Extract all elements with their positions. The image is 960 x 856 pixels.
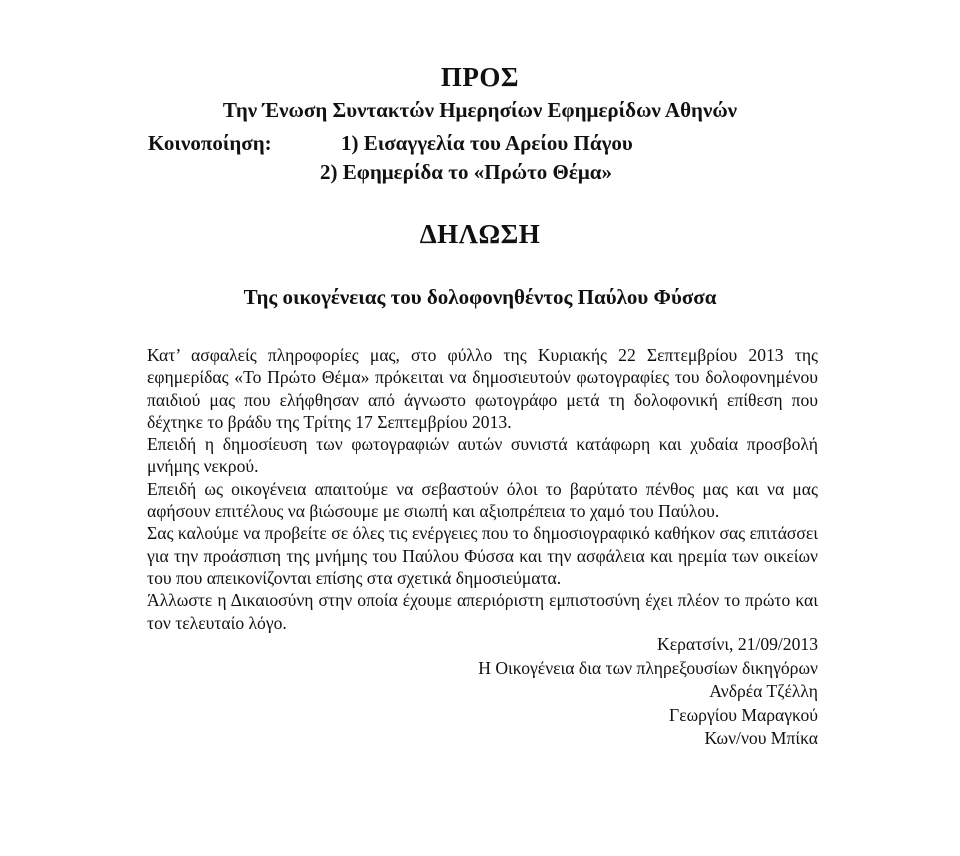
paragraph: Άλλωστε η Δικαιοσύνη στην οποία έχουμε απεριόριστη εμπιστοσύνη έχει πλέον το πρώτο και τον τελευταίο λόγο. xyxy=(147,590,818,633)
document-title: ΔΗΛΩΣΗ xyxy=(419,219,541,249)
lawyer-name: Κων/νου Μπίκα xyxy=(704,728,818,748)
cc-label: Κοινοποίηση: xyxy=(148,131,272,155)
signed-by: Η Οικογένεια δια των πληρεξουσίων δικηγόρων xyxy=(478,657,818,678)
place-date: Κερατσίνι, 21/09/2013 xyxy=(656,634,818,654)
signature-block xyxy=(478,633,818,751)
recipient-heading: ΠΡΟΣ xyxy=(440,62,520,92)
recipient: Την Ένωση Συντακτών Ημερησίων Εφημερίδων Αθηνών xyxy=(222,98,738,122)
lawyer-name: Γεωργίου Μαραγκού xyxy=(669,704,818,725)
paragraph: Σας καλούμε να προβείτε σε όλες τις ενέργειες που το δημοσιογραφικό καθήκον σας επιτάσσει για την προάσπιση της μνήμης του Παύλου Φύσσα και την ασφάλεια και ηρεμία των οικείων του που απεικονίζονται επίσης στα σχετικά δημοσιεύματα. xyxy=(147,523,818,588)
lawyer-name: Ανδρέα Τζέλλη xyxy=(709,681,818,701)
cc-item: 1) Εισαγγελία του Αρείου Πάγου xyxy=(341,131,633,155)
paragraph: Επειδή η δημοσίευση των φωτογραφιών αυτών συνιστά κατάφωρη και χυδαία προσβολή μνήμης νεκρού. xyxy=(147,434,818,477)
cc-item: 2) Εφημερίδα το «Πρώτο Θέμα» xyxy=(320,160,612,184)
document-subtitle: Της οικογένειας του δολοφονηθέντος Παύλου Φύσσα xyxy=(243,285,717,309)
paragraph: Κατ’ ασφαλείς πληροφορίες μας, στο φύλλο της Κυριακής 22 Σεπτεμβρίου 2013 της εφημερίδας «Το Πρώτο Θέμα» πρόκειται να δημοσιευτούν φωτογραφίες του δολοφονημένου παιδιού μας που ελήφθησαν από άγνωστο φωτογράφο μετά τη δολοφονική επίθεση που δέχτηκε το βράδυ της Τρίτης 17 Σεπτεμβρίου 2013. xyxy=(147,345,818,432)
statement-body xyxy=(147,344,818,634)
paragraph: Επειδή ως οικογένεια απαιτούμε να σεβαστούν όλοι το βαρύτατο πένθος μας και να μας αφήσουν επιτέλους να βιώσουμε με σιωπή και αξιοπρέπεια το χαμό του Παύλου. xyxy=(147,478,818,522)
